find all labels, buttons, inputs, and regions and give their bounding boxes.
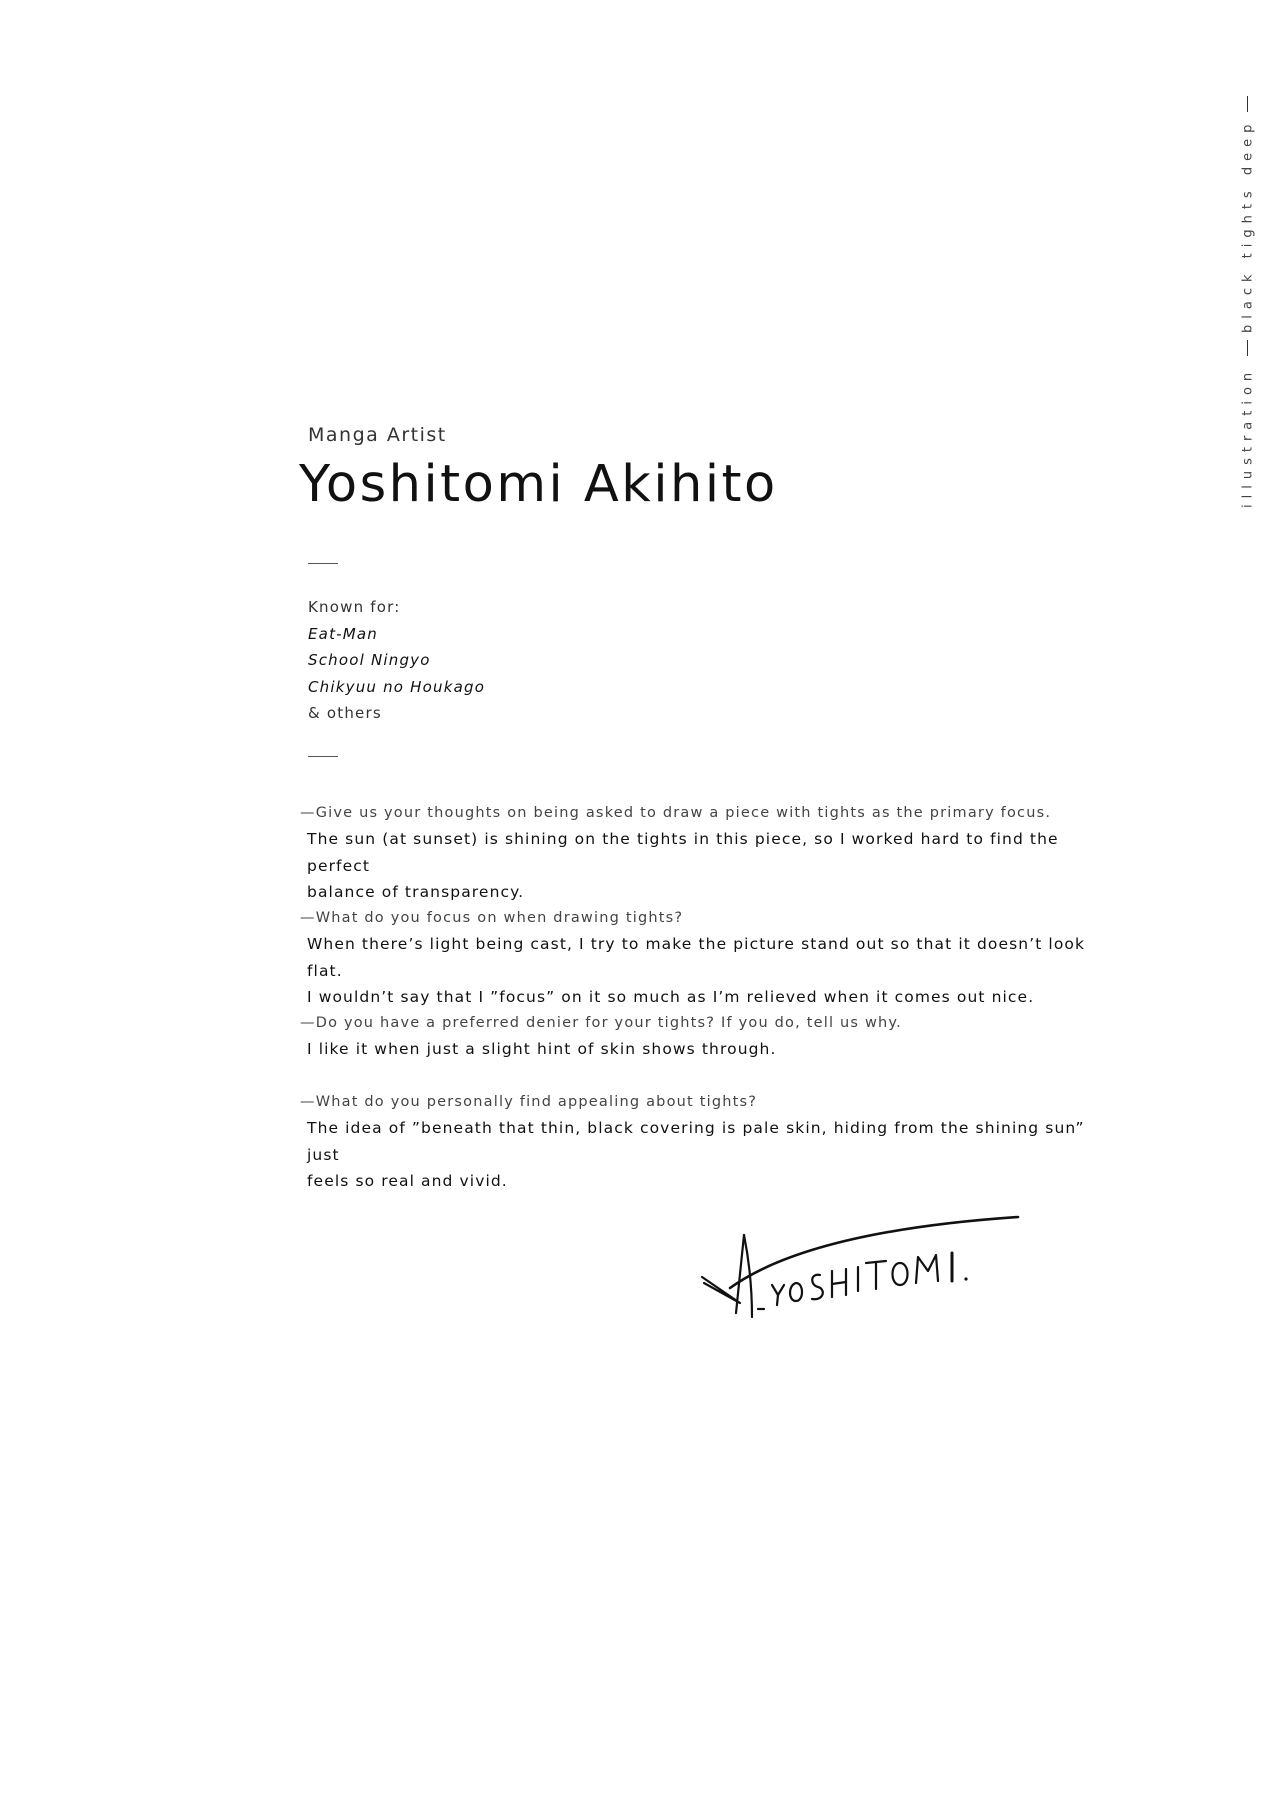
known-for-others: & others [308,704,382,722]
known-for-label: Known for: [308,598,401,616]
interview-answer-line: I wouldn’t say that I ”focus” on it so much as I’m relieved when it comes out nice. [307,988,1035,1006]
side-label-category: illustration [1240,366,1256,508]
work-title: School Ningyo [308,651,431,669]
artist-signature [700,1205,1030,1345]
interview-answer-line: feels so real and vivid. [307,1172,508,1190]
artist-role: Manga Artist [308,424,447,446]
interview-item [300,905,1100,1011]
interview-item [300,1089,1100,1195]
interview-answer-line: When there’s light being cast, I try to make the picture stand out so that it doesn’t look flat. [307,935,1086,980]
divider-top [308,563,338,564]
side-label-series: black tights deep [1240,118,1256,334]
interview-question: —What do you personally find appealing about tights? [300,1094,758,1110]
divider-bottom [308,756,338,757]
interview-answer-line: The idea of ”beneath that thin, black covering is pale skin, hiding from the shining sun” just [307,1119,1085,1164]
interview-item [300,1010,1100,1063]
side-divider-top [1247,96,1248,112]
known-for-section [308,594,485,727]
interview-answer-line: balance of transparency. [307,883,525,901]
interview-item [300,800,1100,906]
interview-answer-line: The sun (at sunset) is shining on the tights in this piece, so I worked hard to find the perfect [307,830,1059,875]
interview-question: —Do you have a preferred denier for your tights? If you do, tell us why. [300,1015,902,1031]
interview-question: —Give us your thoughts on being asked to draw a piece with tights as the primary focus. [300,805,1052,821]
work-title: Chikyuu no Houkago [308,677,486,696]
artist-name: Yoshitomi Akihito [299,455,778,514]
work-title: Eat-Man [308,624,379,643]
interview-answer-line: I like it when just a slight hint of skin shows through. [307,1040,777,1058]
interview-question: —What do you focus on when drawing tights? [300,910,684,926]
side-divider-middle [1247,340,1248,356]
side-section-label [1238,96,1258,516]
